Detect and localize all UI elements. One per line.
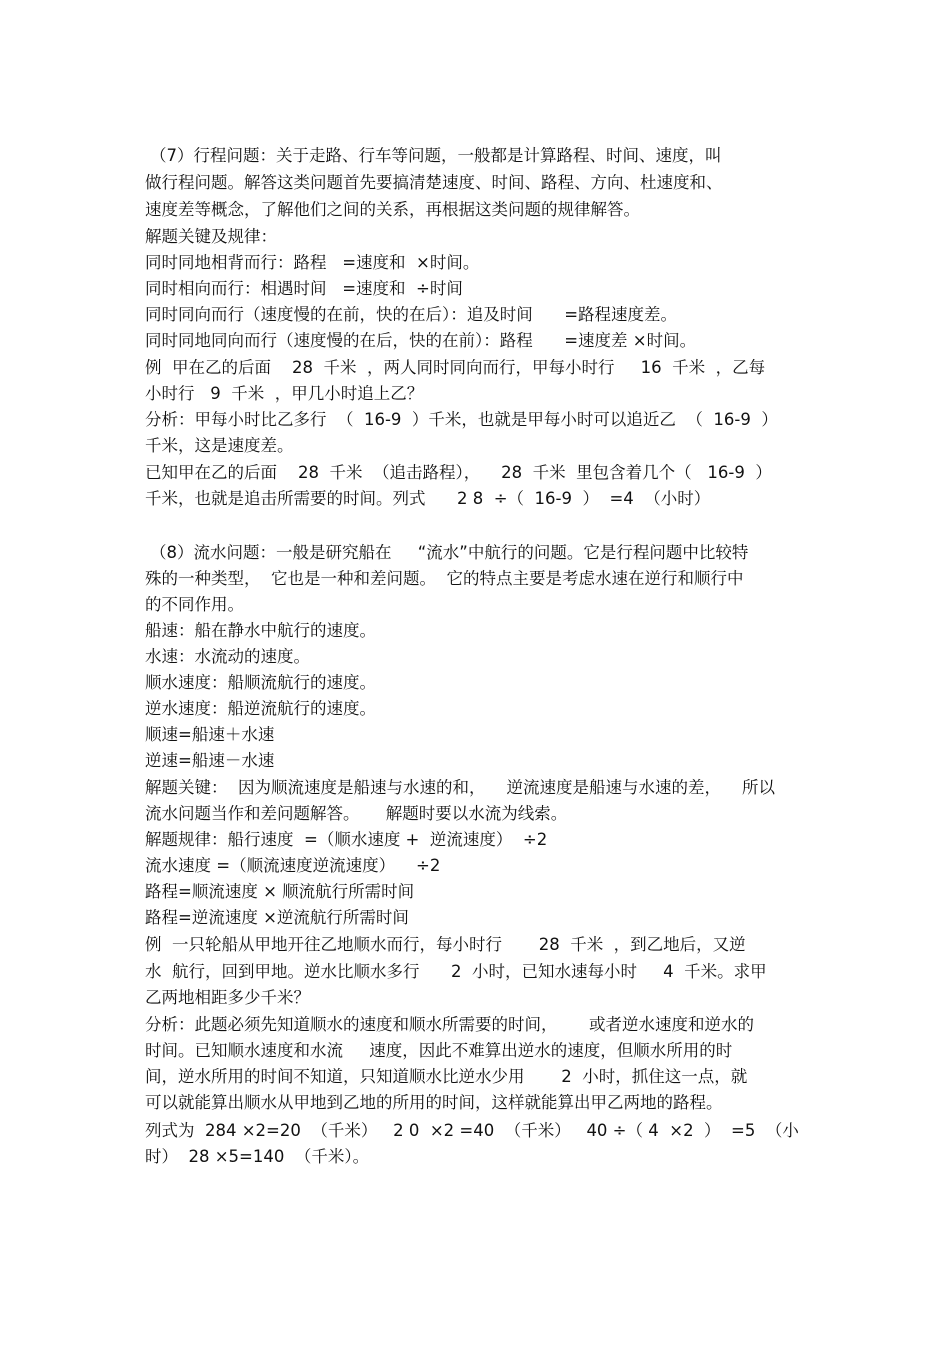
- s7-line-13: 已知甲在乙的后面 28 千米 （追击路程）， 28 千米 里包含着几个（ 16-9 ）: [145, 463, 772, 482]
- s7-line-14: 千米，也就是追击所需要的时间。列式 2 8 ÷（ 16-9 ） =4 （小时）: [145, 489, 711, 508]
- s8-line-9: 逆速=船速－水速: [145, 751, 275, 770]
- s7-line-1: （7）行程问题：关于走路、行车等问题，一般都是计算路程、时间、速度，叫: [150, 146, 722, 165]
- s8-line-3: 的不同作用。: [145, 595, 244, 614]
- s8-line-17: 水 航行，回到甲地。逆水比顺水多行 2 小时，已知水速每小时 4 千米。求甲: [145, 962, 767, 981]
- s8-line-22: 可以就能算出顺水从甲地到乙地的所用的时间，这样就能算出甲乙两地的路程。: [145, 1093, 723, 1112]
- s8-line-12: 解题规律：船行速度 =（顺水速度 + 逆流速度） ÷2: [145, 830, 548, 849]
- s7-line-5: 同时同地相背而行：路程 =速度和 ×时间。: [145, 253, 480, 272]
- s8-line-10: 解题关键： 因为顺流速度是船速与水速的和， 逆流速度是船速与水速的差， 所以: [145, 778, 775, 797]
- s8-line-1: （8）流水问题：一般是研究船在 “流水”中航行的问题。它是行程问题中比较特: [150, 543, 749, 562]
- s8-line-18: 乙两地相距多少千米？: [145, 988, 310, 1007]
- s8-line-20: 时间。已知顺水速度和水流 速度，因此不难算出逆水的速度，但顺水所用的时: [145, 1041, 733, 1060]
- s8-line-15: 路程=逆流速度 ×逆流航行所需时间: [145, 908, 409, 927]
- s7-line-4: 解题关键及规律：: [145, 227, 277, 246]
- s8-line-19: 分析：此题必须先知道顺水的速度和顺水所需要的时间， 或者逆水速度和逆水的: [145, 1015, 754, 1034]
- s7-line-3: 速度差等概念，了解他们之间的关系，再根据这类问题的规律解答。: [145, 200, 640, 219]
- s8-line-7: 逆水速度：船逆流航行的速度。: [145, 699, 376, 718]
- s8-line-21: 间，逆水所用的时间不知道，只知道顺水比逆水少用 2 小时，抓住这一点，就: [145, 1067, 748, 1086]
- s7-line-2: 做行程问题。解答这类问题首先要搞清楚速度、时间、路程、方向、杜速度和、: [145, 173, 723, 192]
- s7-line-12: 千米，这是速度差。: [145, 436, 294, 455]
- s8-line-4: 船速：船在静水中航行的速度。: [145, 621, 376, 640]
- s7-line-8: 同时同地同向而行（速度慢的在后，快的在前）：路程 =速度差 ×时间。: [145, 331, 697, 350]
- s8-line-8: 顺速=船速＋水速: [145, 725, 275, 744]
- s7-line-9: 例 甲在乙的后面 28 千米 ，两人同时同向而行，甲每小时行 16 千米 ，乙每: [145, 358, 766, 377]
- s8-line-24: 时） 28 ×5=140 （千米）。: [145, 1147, 370, 1166]
- s8-line-5: 水速：水流动的速度。: [145, 647, 310, 666]
- s8-line-11: 流水问题当作和差问题解答。 解题时要以水流为线索。: [145, 804, 568, 823]
- s7-line-10: 小时行 9 千米 ，甲几小时追上乙？: [145, 384, 424, 403]
- s8-line-2: 殊的一种类型， 它也是一种和差问题。 它的特点主要是考虑水速在逆行和顺行中: [145, 569, 744, 588]
- s8-line-6: 顺水速度：船顺流航行的速度。: [145, 673, 376, 692]
- s7-line-11: 分析：甲每小时比乙多行 （ 16-9 ）千米，也就是甲每小时可以追近乙 （ 16-9 ）: [145, 410, 778, 429]
- s7-line-6: 同时相向而行：相遇时间 =速度和 ÷时间: [145, 279, 463, 298]
- s8-line-16: 例 一只轮船从甲地开往乙地顺水而行，每小时行 28 千米 ，到乙地后，又逆: [145, 935, 746, 954]
- s8-line-14: 路程=顺流速度 × 顺流航行所需时间: [145, 882, 415, 901]
- s8-line-23: 列式为 284 ×2=20 （千米） 2 0 ×2 =40 （千米） 40 ÷（ 4 ×2 ） =5 （小: [145, 1121, 799, 1140]
- s8-line-13: 流水速度 =（顺流速度逆流速度） ÷2: [145, 856, 441, 875]
- s7-line-7: 同时同向而行（速度慢的在前，快的在后）：追及时间 =路程速度差。: [145, 305, 678, 324]
